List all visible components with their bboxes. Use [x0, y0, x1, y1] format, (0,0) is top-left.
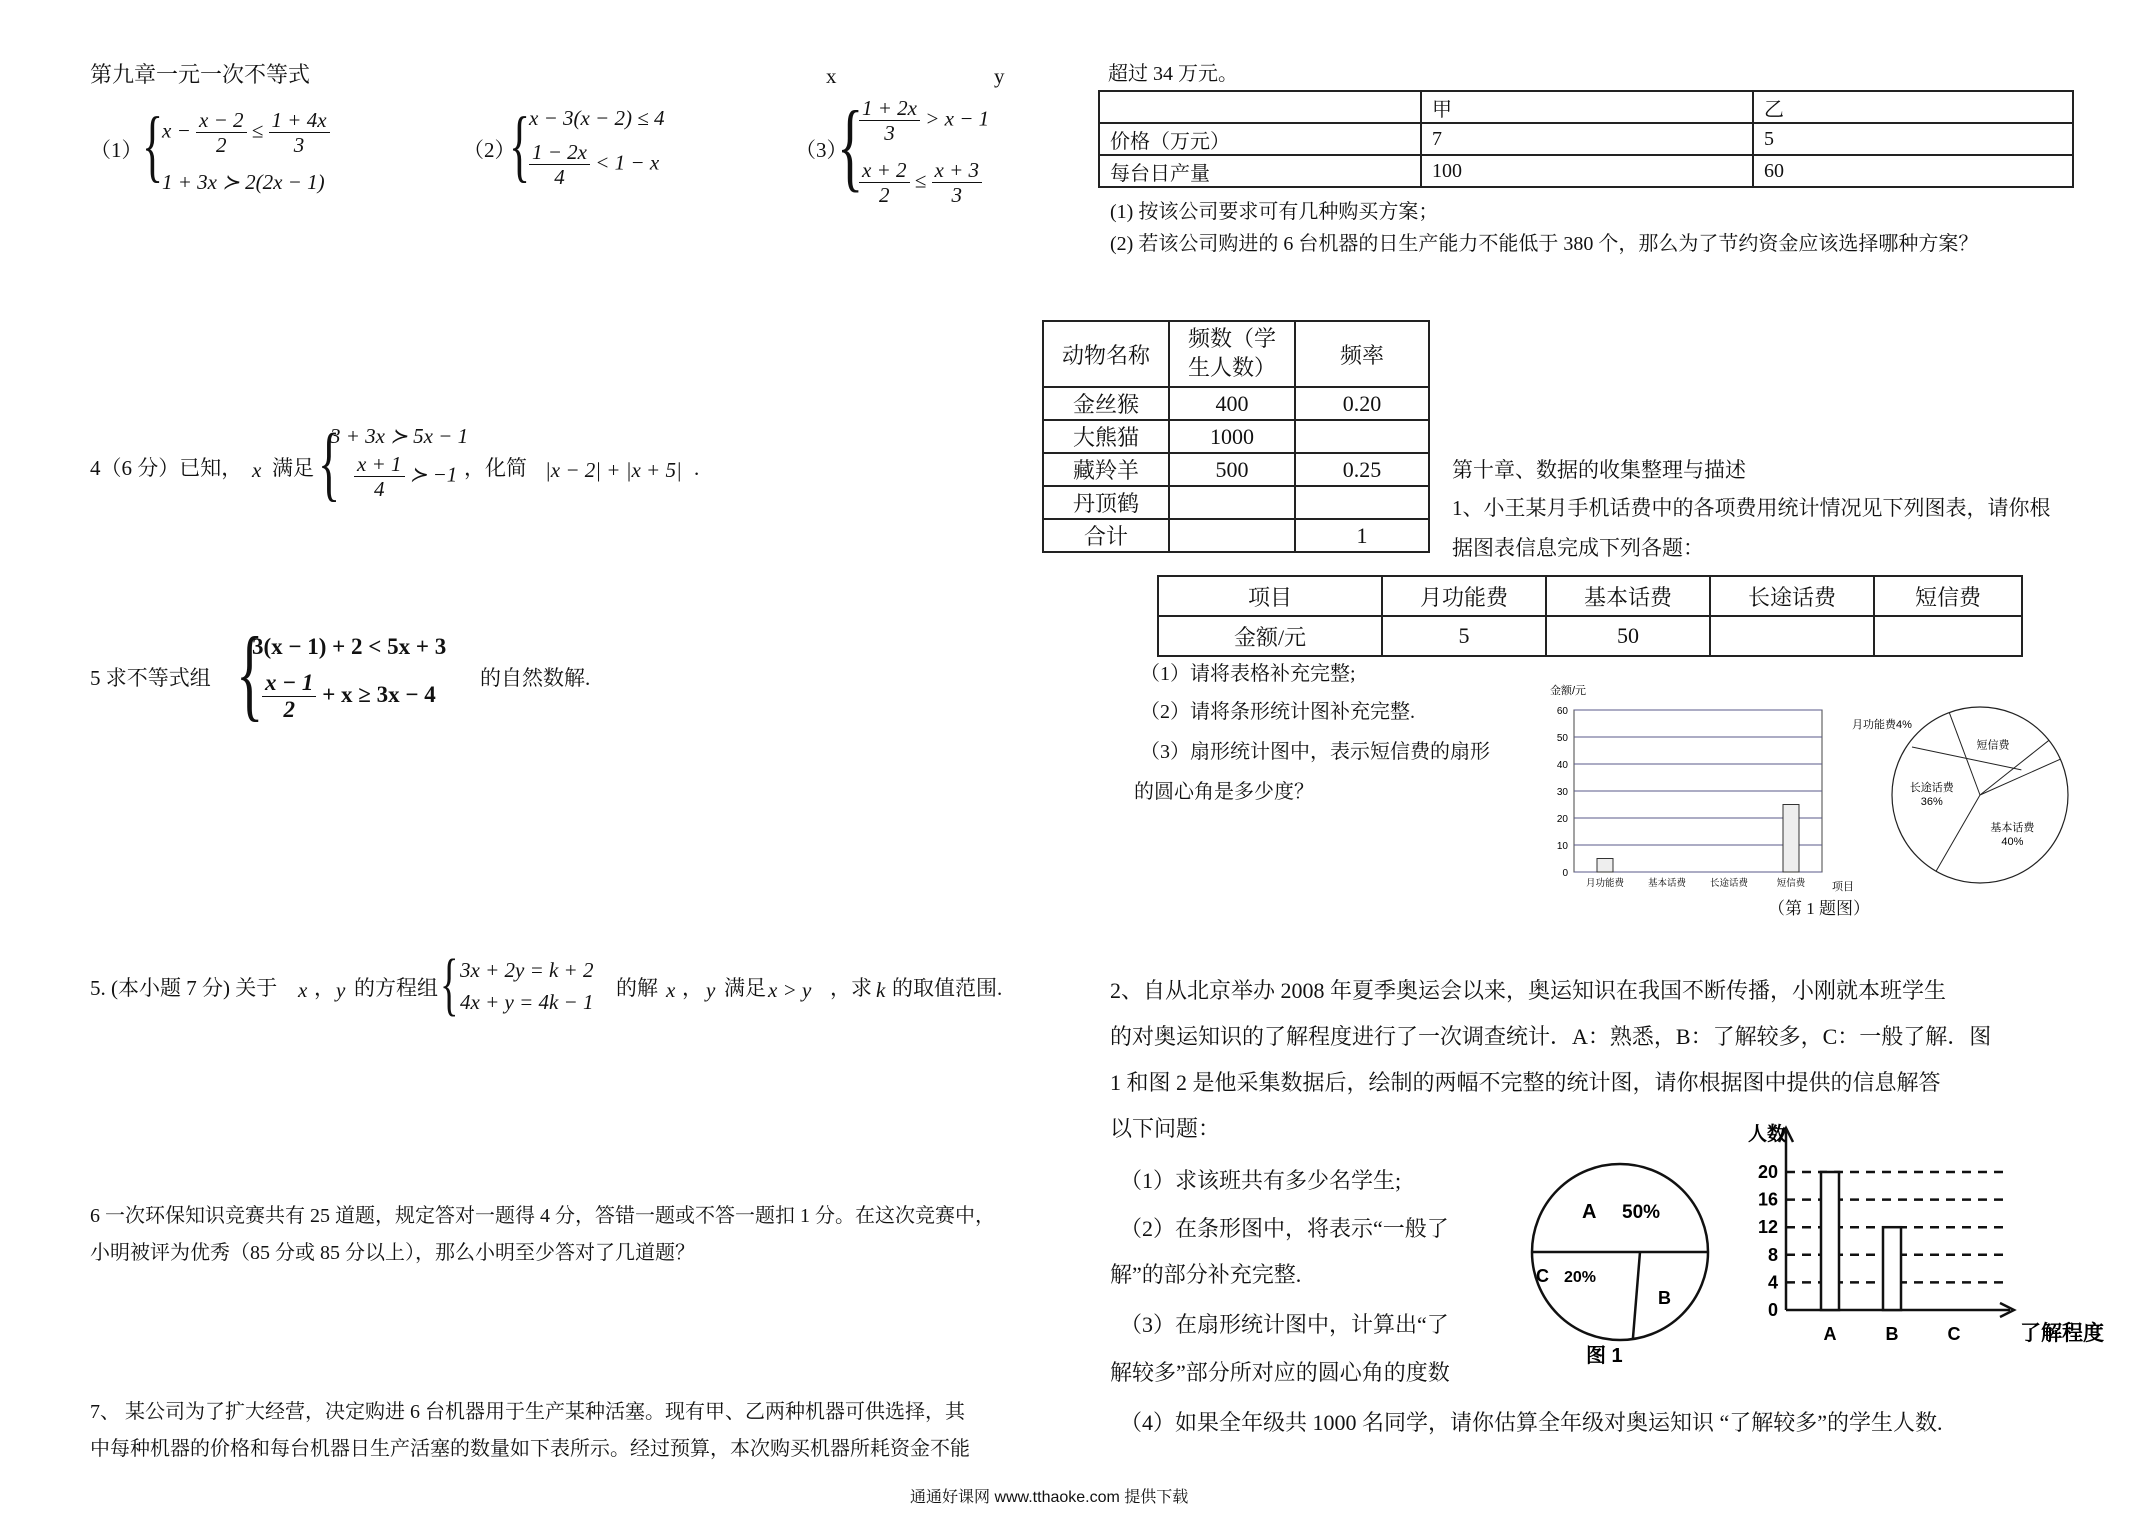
fig2-bar [1883, 1227, 1901, 1310]
chapter10-q2-line4: 以下问题： [1110, 1116, 1221, 1141]
animal-table-header: 频数（学 生人数） [1169, 321, 1295, 387]
axis-y-label: y [994, 64, 1005, 88]
animal-table-header: 动物名称 [1043, 321, 1169, 387]
animal-table-cell: 500 [1169, 453, 1295, 486]
animal-table [1042, 320, 1430, 553]
fee-bar-chart [1540, 680, 1860, 900]
fee-chart-xtick: 短信费 [1776, 878, 1806, 889]
fee-pie-label: 月功能费4% [1852, 719, 1912, 731]
animal-table-cell: 0.20 [1295, 387, 1429, 420]
fee-chart-xtick: 基本话费 [1647, 878, 1687, 889]
animal-table-header: 频率 [1295, 321, 1429, 387]
machine-table-cell: 甲 [1421, 91, 1753, 123]
machine-table-cell [1099, 91, 1421, 123]
q2-line2: $\frac{1 - 2x}{4}$ < 1 − x [529, 140, 659, 189]
fee-chart-bar [1783, 805, 1799, 873]
machine-table-cell: 100 [1421, 155, 1753, 187]
fig2-xtick: C [1947, 1324, 1961, 1344]
question-7-line1: 7、 某公司为了扩大经营，决定购进 6 台机器用于生产某种活塞。现有甲、乙两种机器可供选择，其 [90, 1401, 965, 1423]
fee-table-header: 长途话费 [1710, 576, 1874, 616]
fee-table-cell: 5 [1382, 616, 1546, 656]
fee-chart-ytick: 50 [1556, 733, 1568, 744]
footer-credit: 通通好课网 www.tthaoke.com 提供下载 [910, 1489, 1189, 1506]
chapter10-q1-sub2: （2）请将条形统计图补充完整. [1140, 701, 1415, 723]
fee-chart-xlabel: 项目 [1832, 881, 1854, 893]
animal-table-cell: 合计 [1043, 519, 1169, 552]
fig2-xtick: A [1823, 1324, 1837, 1344]
fig2-xlabel: 了解程度 [2020, 1322, 2104, 1345]
q4-line1: 3 + 3x ≻ 5x − 1 [330, 424, 469, 448]
q5-line2: $\frac{x - 1}{2}$ + x ≥ 3x − 4 [262, 670, 436, 724]
animal-table-cell: 1000 [1169, 420, 1295, 453]
figure1-caption: 图 1 [1586, 1345, 1623, 1367]
animal-table-cell: 400 [1169, 387, 1295, 420]
machine-table-cell: 价格（万元） [1099, 123, 1421, 155]
chapter10-q2-sub3a: （3）在扇形统计图中，计算出“了 [1120, 1312, 1449, 1337]
q5b-line2: 4x + y = 4k − 1 [460, 990, 594, 1014]
animal-table-cell [1169, 519, 1295, 552]
q4-abs-expression: |x − 2| + |x + 5| [545, 458, 682, 482]
fig2-ytick: 16 [1757, 1189, 1778, 1210]
fee-chart-ytick: 10 [1556, 841, 1568, 852]
fee-pie-pct: 40% [2001, 835, 2024, 848]
animal-table-cell: 丹顶鹤 [1043, 486, 1169, 519]
q3-line1: $\frac{1 + 2x}{3}$ > x − 1 [859, 96, 989, 145]
fee-table-cell [1710, 616, 1874, 656]
chapter10-q1-line2: 据图表信息完成下列各题： [1452, 536, 1704, 560]
fee-chart-bar [1597, 859, 1613, 873]
figure-1-caption: （第 1 题图） [1768, 899, 1870, 918]
figure1-pie-chart [1524, 1162, 1724, 1372]
animal-table-cell [1169, 486, 1295, 519]
chapter10-q2-sub3b: 解较多”部分所对应的圆心角的度数 [1110, 1360, 1450, 1385]
fee-table-cell [1874, 616, 2022, 656]
fee-chart-ytick: 0 [1562, 868, 1568, 879]
animal-table-cell: 藏羚羊 [1043, 453, 1169, 486]
machine-table-cell: 5 [1753, 123, 2073, 155]
question-6-line2: 小明被评为优秀（85 分或 85 分以上），那么小明至少答对了几道题？ [90, 1242, 695, 1264]
fee-chart-ytick: 30 [1556, 787, 1568, 798]
fig2-ytick: 8 [1767, 1244, 1778, 1265]
chapter10-q2-line2: 的对奥运知识的了解程度进行了一次调查统计．A：熟悉，B：了解较多，C：一般了解．图 [1110, 1024, 1992, 1049]
animal-table-cell [1295, 486, 1429, 519]
machine-table-cell: 60 [1753, 155, 2073, 187]
fee-table-header: 月功能费 [1382, 576, 1546, 616]
chapter10-q2-line3: 1 和图 2 是他采集数据后，绘制的两幅不完整的统计图，请你根据图中提供的信息解答 [1110, 1070, 1941, 1095]
q5-line1: 3(x − 1) + 2 < 5x + 3 [252, 634, 447, 659]
fee-table-header: 项目 [1158, 576, 1382, 616]
fee-pie-label: 长途话费 [1909, 781, 1954, 794]
chapter10-q1-sub3a: （3）扇形统计图中，表示短信费的扇形 [1140, 741, 1490, 763]
question-7-sub2: (2) 若该公司购进的 6 台机器的日生产能力不能低于 380 个，那么为了节约资金应该选择哪种方案？ [1110, 233, 1979, 255]
fee-chart-ytick: 60 [1556, 706, 1568, 717]
fig2-ytick: 4 [1767, 1272, 1778, 1293]
axis-x-label: x [826, 64, 837, 88]
fee-pie-label: 基本话费 [1990, 821, 2035, 834]
fee-table [1157, 575, 2023, 657]
fee-pie-chart [1850, 700, 2080, 890]
fig1-pie-label: B [1658, 1288, 1671, 1308]
animal-table-cell: 金丝猴 [1043, 387, 1169, 420]
chapter10-q1-sub1: （1）请将表格补充完整; [1140, 663, 1356, 685]
chapter10-q2-line1: 2、自从北京举办 2008 年夏季奥运会以来，奥运知识在我国不断传播，小刚就本班学生 [1110, 978, 1947, 1003]
fee-chart-xtick: 长途话费 [1709, 878, 1749, 889]
machine-table [1098, 90, 2074, 188]
fee-chart-xtick: 月功能费 [1585, 878, 1625, 889]
q2-line1: x − 3(x − 2) ≤ 4 [529, 106, 665, 130]
fee-pie-label: 短信费 [1976, 739, 2010, 752]
machine-table-cell: 乙 [1753, 91, 2073, 123]
fee-table-header: 短信费 [1874, 576, 2022, 616]
fig2-ylabel: 人数 [1748, 1124, 1787, 1145]
fig1-pie-label: A [1582, 1201, 1597, 1223]
chapter10-q2-sub1: （1）求该班共有多少名学生; [1120, 1168, 1402, 1193]
question-7-continued: 超过 34 万元。 [1108, 63, 1238, 85]
fee-chart-ylabel: 金额/元 [1550, 685, 1587, 697]
chapter9-title: 第九章一元一次不等式 [90, 62, 311, 87]
fee-table-header: 基本话费 [1546, 576, 1710, 616]
fig2-ytick: 0 [1767, 1300, 1778, 1320]
chapter10-q2-sub2b: 解”的部分补充完整. [1110, 1262, 1302, 1287]
chapter10-q1-sub3b: 的圆心角是多少度？ [1134, 781, 1314, 803]
q1-line1: x − $\frac{x - 2}{2}$ ≤ $\frac{1 + 4x}{3}$ [162, 108, 330, 157]
chapter10-title: 第十章、数据的收集整理与描述 [1452, 458, 1746, 482]
fee-chart-ytick: 40 [1556, 760, 1568, 771]
animal-table-cell: 1 [1295, 519, 1429, 552]
question-7-sub1: (1) 按该公司要求可有几种购买方案； [1110, 201, 1439, 223]
chapter10-q2-sub4: （4）如果全年级共 1000 名同学，请你估算全年级对奥运知识 “了解较多”的学生人数. [1120, 1410, 1943, 1435]
question-6-line1: 6 一次环保知识竞赛共有 25 道题，规定答对一题得 4 分，答错一题或不答一题扣 1 分。在这次竞赛中， [90, 1205, 995, 1227]
fig1-pie-pct: 20% [1564, 1269, 1597, 1286]
fig2-ytick: 20 [1757, 1162, 1778, 1182]
fig1-pie-pct: 50% [1622, 1202, 1661, 1223]
question-7-line2: 中每种机器的价格和每台机器日生产活塞的数量如下表所示。经过预算，本次购买机器所耗资金不能 [90, 1438, 970, 1460]
q1-line2: 1 + 3x ≻ 2(2x − 1) [162, 170, 325, 194]
chapter10-q2-sub2a: （2）在条形图中，将表示“一般了 [1120, 1216, 1449, 1241]
machine-table-cell: 7 [1421, 123, 1753, 155]
fig2-xtick: B [1885, 1324, 1899, 1344]
fee-chart-ytick: 20 [1556, 814, 1568, 825]
q3-line2: $\frac{x + 2}{2}$ ≤ $\frac{x + 3}{3}$ [859, 158, 982, 207]
animal-table-cell: 0.25 [1295, 453, 1429, 486]
fee-table-cell: 50 [1546, 616, 1710, 656]
fee-pie-pct: 36% [1920, 795, 1943, 808]
machine-table-cell: 每台日产量 [1099, 155, 1421, 187]
q5b-line1: 3x + 2y = k + 2 [460, 958, 594, 982]
fig2-ytick: 12 [1757, 1217, 1778, 1238]
q4-line2: $\frac{x + 1}{4}$ ≻ −1 [354, 452, 457, 501]
animal-table-cell: 大熊猫 [1043, 420, 1169, 453]
fig1-pie-label: C [1536, 1266, 1549, 1286]
animal-table-cell [1295, 420, 1429, 453]
chapter10-q1-line1: 1、小王某月手机话费中的各项费用统计情况见下列图表，请你根 [1452, 496, 2051, 520]
fig2-bar [1821, 1172, 1839, 1310]
fee-table-cell: 金额/元 [1158, 616, 1382, 656]
figure2-bar-chart [1740, 1120, 2130, 1380]
